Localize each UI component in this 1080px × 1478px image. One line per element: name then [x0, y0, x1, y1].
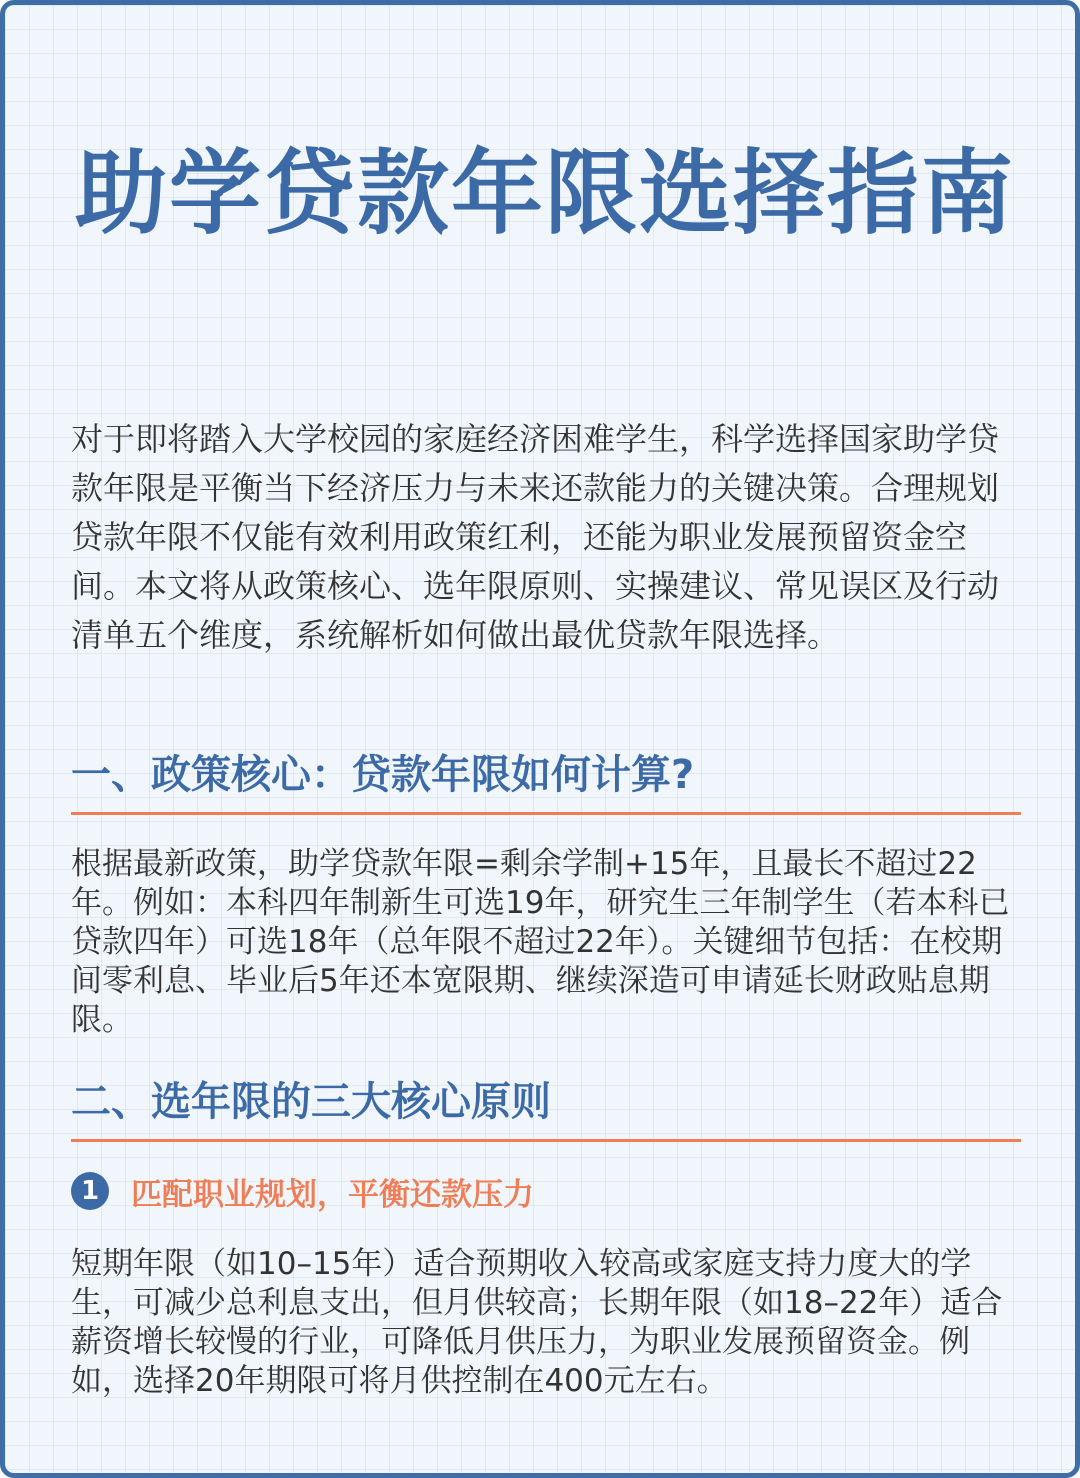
- page-title: 助学贷款年限选择指南: [74, 140, 1015, 247]
- section-heading-policy: 一、政策核心：贷款年限如何计算?: [71, 750, 1021, 815]
- principle-body: 短期年限（如10–15年）适合预期收入较高或家庭支持力度大的学生，可减少总利息支出，但月供较高；长期年限（如18–22年）适合薪资增长较慢的行业，可降低月供压力，为职业发展预留资金。例如，选择20年期限可将月供控制在400元左右。: [71, 1246, 1003, 1399]
- principle-title: 匹配职业规划，平衡还款压力: [131, 1176, 534, 1213]
- section-heading-principles: 二、选年限的三大核心原则: [71, 1077, 1021, 1142]
- principle-item-header: [71, 1169, 534, 1213]
- section-body-policy: 根据最新政策，助学贷款年限=剩余学制+15年，且最长不超过22年。例如：本科四年制新生可选19年，研究生三年制学生（若本科已贷款四年）可选18年（总年限不超过22年）。关键细节包括：在校期间零利息、毕业后5年还本宽限期、继续深造可申请延长财政贴息期限。: [71, 846, 1010, 1038]
- number-badge: 1: [71, 1172, 109, 1210]
- intro-paragraph: 对于即将踏入大学校园的家庭经济困难学生，科学选择国家助学贷款年限是平衡当下经济压力与未来还款能力的关键决策。合理规划贷款年限不仅能有效利用政策红利，还能为职业发展预留资金空间。本文将从政策核心、选年限原则、实操建议、常见误区及行动清单五个维度，系统解析如何做出最优贷款年限选择。: [71, 420, 1000, 654]
